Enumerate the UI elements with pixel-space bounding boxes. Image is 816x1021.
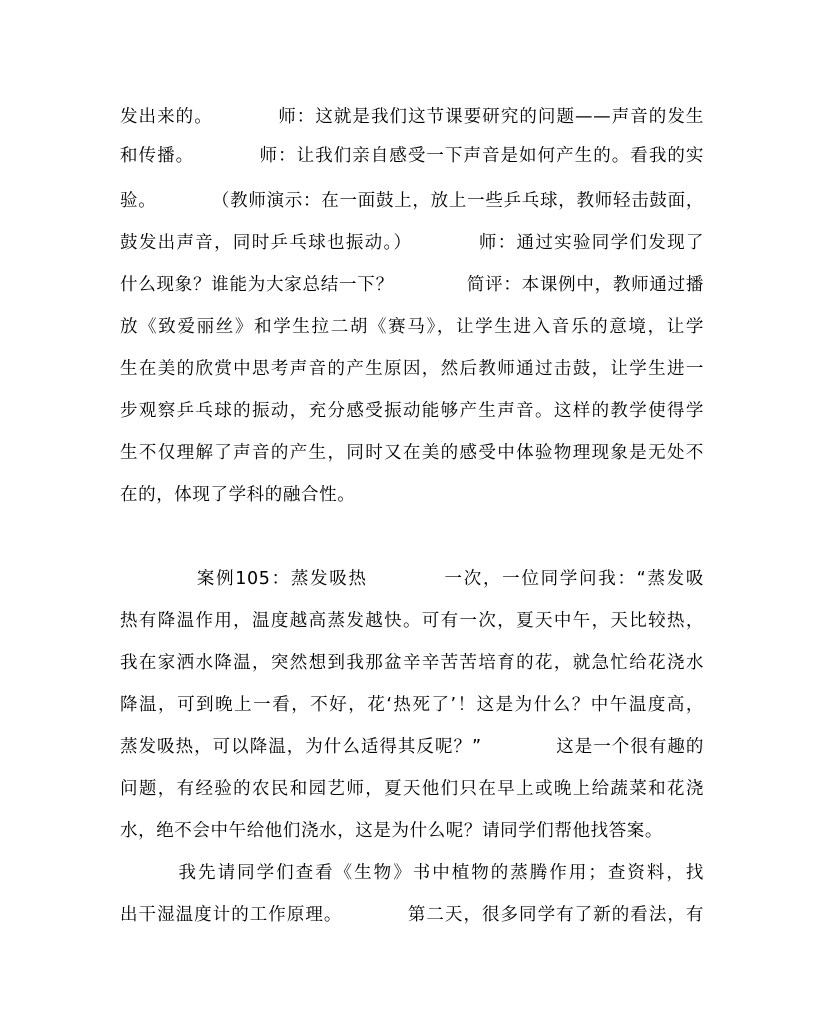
paragraph-1-line-6: 放《致爱丽丝》和学生拉二胡《赛马》，让学生进入音乐的意境，让学 xyxy=(120,317,704,337)
paragraph-1-line-9: 生不仅理解了声音的产生，同时又在美的感受中体验物理现象是无处不 xyxy=(120,443,704,463)
paragraph-1-line-3: 验。 （教师演示：在一面鼓上，放上一些乒乓球，教师轻击鼓面， xyxy=(120,191,704,211)
paragraph-1-line-1: 发出来的。 师：这就是我们这节课要研究的问题——声音的发生 xyxy=(120,107,704,127)
paragraph-2-line-5: 蒸发吸热，可以降温，为什么适得其反呢？” 这是一个很有趣的 xyxy=(120,737,704,757)
paragraph-1-line-8: 步观察乒乓球的振动，充分感受振动能够产生声音。这样的教学使得学 xyxy=(120,401,704,421)
paragraph-3-line-1: 我先请同学们查看《生物》书中植物的蒸腾作用；查资料，找 xyxy=(120,863,704,883)
paragraph-1-line-7: 生在美的欣赏中思考声音的产生原因，然后教师通过击鼓，让学生进一 xyxy=(120,359,704,379)
paragraph-2-line-6: 问题，有经验的农民和园艺师，夏天他们只在早上或晚上给蔬菜和花浇 xyxy=(120,779,704,799)
paragraph-2-line-7: 水，绝不会中午给他们浇水，这是为什么呢？请同学们帮他找答案。 xyxy=(120,821,663,841)
paragraph-2-line-4: 降温，可到晚上一看，不好，花‘热死了’！这是为什么？中午温度高， xyxy=(120,695,704,715)
paragraph-1-line-2: 和传播。 师：让我们亲自感受一下声音是如何产生的。看我的实 xyxy=(120,146,704,166)
paragraph-2-line-2: 热有降温作用，温度越高蒸发越快。可有一次，夏天中午，天比较热， xyxy=(120,611,704,631)
paragraph-1-line-10: 在的，体现了学科的融合性。 xyxy=(120,485,356,505)
paragraph-1-line-4: 鼓发出声音，同时乒乓球也振动。） 师：通过实验同学们发现了 xyxy=(120,233,704,253)
paragraph-2-line-1: 案例105：蒸发吸热 一次，一位同学问我：“蒸发吸 xyxy=(120,569,704,589)
paragraph-1-line-5: 什么现象？谁能为大家总结一下？ 简评：本课例中，教师通过播 xyxy=(120,275,704,295)
paragraph-2-line-3: 我在家洒水降温，突然想到我那盆辛辛苦苦培育的花，就急忙给花浇水 xyxy=(120,653,704,673)
paragraph-3-line-2: 出干湿温度计的工作原理。 第二天，很多同学有了新的看法，有 xyxy=(120,905,704,925)
